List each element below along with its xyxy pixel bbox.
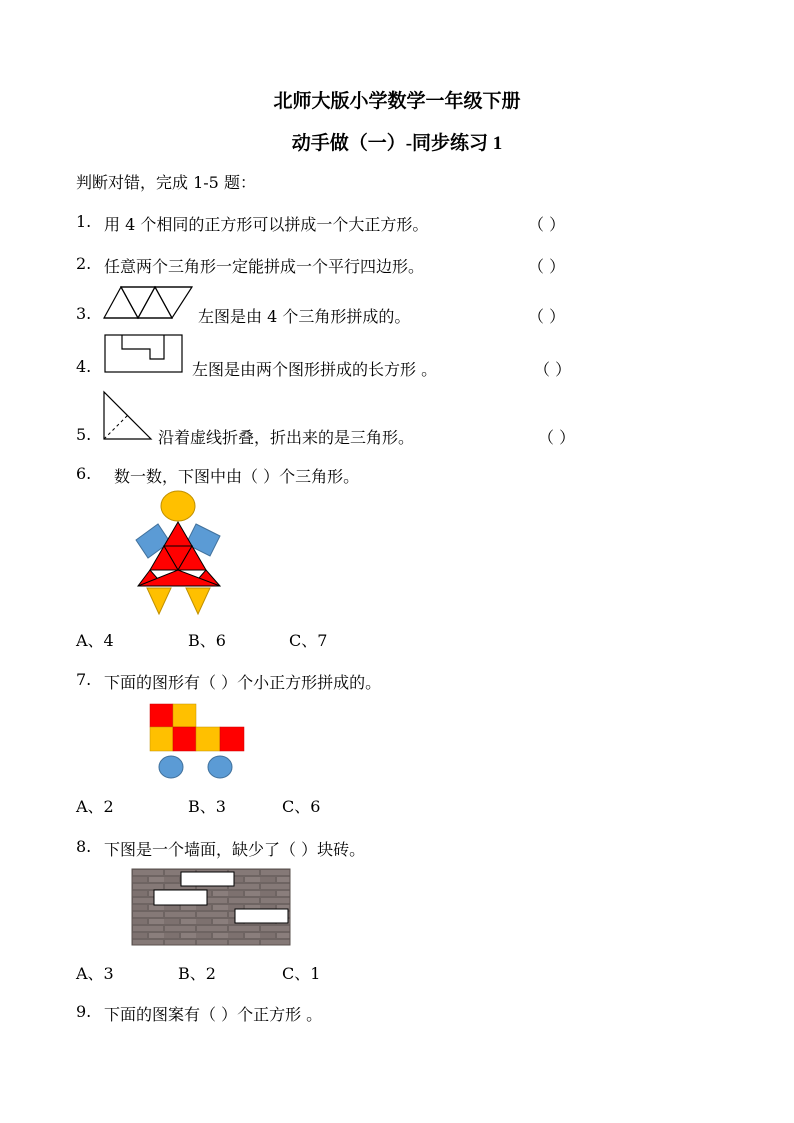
question-3-text: 左图是由 4 个三角形拼成的。 — [198, 307, 411, 326]
fold-triangle-figure — [103, 391, 153, 441]
question-4-number: 4. — [76, 357, 92, 376]
question-5-number: 5. — [76, 425, 92, 444]
question-2-answer-bracket[interactable]: （ ） — [528, 257, 566, 276]
question-7-option-b[interactable]: B、3 — [188, 797, 226, 816]
question-6-text: 数一数，下图中由（ ）个三角形。 — [114, 467, 360, 486]
question-5-answer-bracket[interactable]: （ ） — [538, 428, 576, 447]
four-triangles-figure — [103, 286, 195, 320]
question-8-number: 8. — [76, 837, 92, 856]
question-3-answer-bracket[interactable]: （ ） — [528, 307, 566, 326]
question-6-option-b[interactable]: B、6 — [188, 631, 226, 650]
brick-wall-figure — [132, 869, 290, 945]
question-9-number: 9. — [76, 1002, 92, 1021]
instruction: 判断对错，完成 1-5 题： — [76, 173, 256, 192]
question-8-option-a[interactable]: A、3 — [76, 964, 114, 983]
question-1-number: 1. — [76, 212, 92, 231]
question-2-number: 2. — [76, 254, 92, 273]
question-8-option-c[interactable]: C、1 — [282, 964, 321, 983]
question-1-text: 用 4 个相同的正方形可以拼成一个大正方形。 — [104, 215, 429, 234]
triangle-figure-person — [130, 490, 230, 618]
page-subtitle: 动手做（一）-同步练习 1 — [291, 133, 503, 154]
rectangle-split-figure — [104, 334, 184, 374]
question-8-option-b[interactable]: B、2 — [178, 964, 216, 983]
question-7-option-c[interactable]: C、6 — [282, 797, 321, 816]
page-title: 北师大版小学数学一年级下册 — [273, 91, 521, 112]
question-6-option-c[interactable]: C、7 — [289, 631, 328, 650]
question-6-option-a[interactable]: A、4 — [76, 631, 114, 650]
question-3-number: 3. — [76, 304, 92, 323]
square-truck-figure — [150, 704, 246, 780]
question-7-number: 7. — [76, 670, 92, 689]
question-8-text: 下图是一个墙面，缺少了（ ）块砖。 — [104, 840, 366, 859]
question-9-text: 下面的图案有（ ）个正方形 。 — [104, 1005, 323, 1024]
question-1-answer-bracket[interactable]: （ ） — [528, 215, 566, 234]
question-5-text: 沿着虚线折叠，折出来的是三角形。 — [158, 428, 415, 447]
question-4-text: 左图是由两个图形拼成的长方形 。 — [192, 360, 438, 379]
question-6-number: 6. — [76, 464, 92, 483]
question-4-answer-bracket[interactable]: （ ） — [534, 360, 572, 379]
question-7-text: 下面的图形有（ ）个小正方形拼成的。 — [104, 673, 382, 692]
question-7-option-a[interactable]: A、2 — [76, 797, 114, 816]
question-2-text: 任意两个三角形一定能拼成一个平行四边形。 — [104, 257, 425, 276]
